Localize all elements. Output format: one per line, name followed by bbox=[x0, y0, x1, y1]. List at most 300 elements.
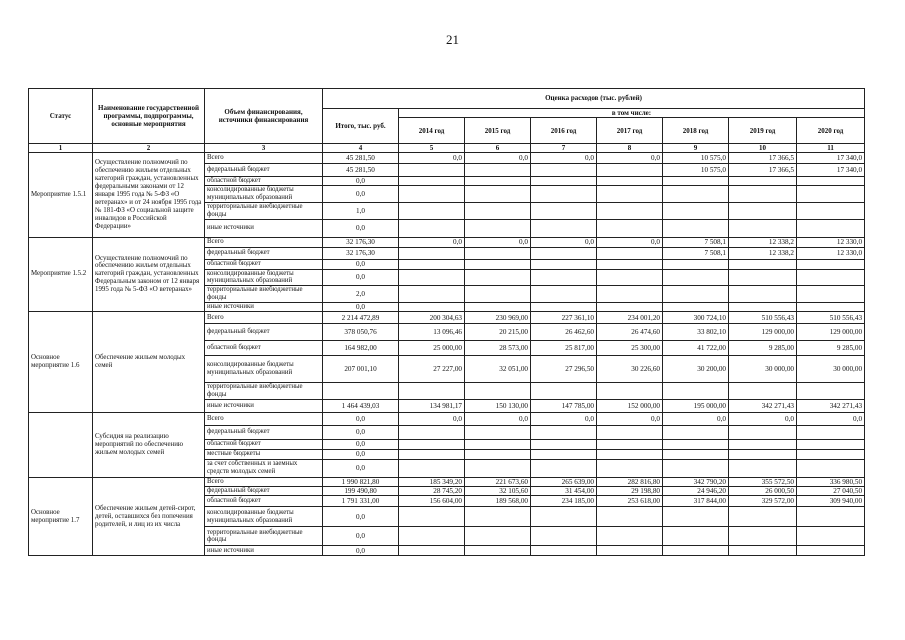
activity-name-cell: Осуществление полномочий по обеспечению жильем отдельных категорий граждан, установленных Федеральным законом от 12 января 1995 года № 5-ФЗ «О ветеранах» bbox=[93, 237, 205, 312]
year-value-cell: 227 361,10 bbox=[531, 312, 597, 324]
header-year: 2016 год bbox=[531, 118, 597, 144]
year-value-cell bbox=[663, 383, 729, 400]
year-value-cell bbox=[797, 459, 865, 477]
year-value-cell bbox=[729, 449, 797, 459]
year-value-cell bbox=[597, 177, 663, 186]
year-value-cell: 12 338,2 bbox=[729, 237, 797, 247]
activity-name-cell: Осуществление полномочий по обеспечению жильем отдельных категорий граждан, установленных федеральными законами от 12 января 1995 года № 5-ФЗ «О ветеранах» и от 24 ноября 1995 года № 181-ФЗ «О социальной защите инвалидов в Российской Федерации» bbox=[93, 153, 205, 238]
year-value-cell bbox=[663, 302, 729, 311]
header-year: 2019 год bbox=[729, 118, 797, 144]
year-value-cell bbox=[729, 507, 797, 527]
year-value-cell bbox=[797, 259, 865, 269]
total-cell: 199 490,80 bbox=[323, 487, 399, 496]
funding-source-cell: федеральный бюджет bbox=[205, 247, 323, 259]
funding-source-cell: областной бюджет bbox=[205, 177, 323, 186]
funding-source-cell: консолидированные бюджеты муниципальных образований bbox=[205, 186, 323, 203]
header-year: 2014 год bbox=[399, 118, 465, 144]
year-value-cell bbox=[531, 186, 597, 203]
year-value-cell: 129 000,00 bbox=[797, 324, 865, 341]
header-year: 2015 год bbox=[465, 118, 531, 144]
funding-source-cell: консолидированные бюджеты муниципальных образований bbox=[205, 507, 323, 527]
year-value-cell bbox=[399, 439, 465, 449]
year-value-cell: 150 130,00 bbox=[465, 399, 531, 412]
year-value-cell bbox=[663, 286, 729, 303]
total-cell: 0,0 bbox=[323, 186, 399, 203]
year-value-cell: 147 785,00 bbox=[531, 399, 597, 412]
year-value-cell bbox=[399, 459, 465, 477]
funding-source-cell: территориальные внебюджетные фонды bbox=[205, 286, 323, 303]
year-value-cell: 200 304,63 bbox=[399, 312, 465, 324]
year-value-cell bbox=[729, 203, 797, 220]
year-value-cell: 185 349,20 bbox=[399, 477, 465, 486]
year-value-cell bbox=[597, 164, 663, 177]
year-value-cell bbox=[663, 507, 729, 527]
year-value-cell bbox=[597, 259, 663, 269]
year-value-cell bbox=[465, 527, 531, 546]
total-cell: 0,0 bbox=[323, 302, 399, 311]
year-value-cell: 12 338,2 bbox=[729, 247, 797, 259]
status-cell: Мероприятие 1.5.2 bbox=[29, 237, 93, 312]
year-value-cell bbox=[531, 507, 597, 527]
year-value-cell bbox=[399, 546, 465, 556]
funding-source-cell: федеральный бюджет bbox=[205, 487, 323, 496]
year-value-cell bbox=[797, 302, 865, 311]
year-value-cell: 33 802,10 bbox=[663, 324, 729, 341]
year-value-cell bbox=[663, 527, 729, 546]
year-value-cell bbox=[729, 286, 797, 303]
year-value-cell: 0,0 bbox=[597, 237, 663, 247]
activity-name-cell: Субсидия на реализацию мероприятий по обеспечению жильем молодых семей bbox=[93, 412, 205, 477]
funding-source-cell: за счет собственных и заемных средств молодых семей bbox=[205, 459, 323, 477]
year-value-cell bbox=[399, 177, 465, 186]
year-value-cell bbox=[597, 219, 663, 237]
year-value-cell bbox=[531, 286, 597, 303]
year-value-cell bbox=[663, 425, 729, 439]
year-value-cell: 24 946,20 bbox=[663, 487, 729, 496]
column-index: 5 bbox=[399, 144, 465, 153]
year-value-cell bbox=[797, 383, 865, 400]
year-value-cell bbox=[729, 302, 797, 311]
year-value-cell bbox=[797, 269, 865, 286]
funding-source-cell: территориальные внебюджетные фонды bbox=[205, 527, 323, 546]
year-value-cell: 27 296,50 bbox=[531, 356, 597, 383]
year-value-cell bbox=[597, 449, 663, 459]
year-value-cell bbox=[399, 219, 465, 237]
column-index: 4 bbox=[323, 144, 399, 153]
year-value-cell bbox=[399, 507, 465, 527]
total-cell: 0,0 bbox=[323, 425, 399, 439]
funding-source-cell: консолидированные бюджеты муниципальных образований bbox=[205, 356, 323, 383]
year-value-cell bbox=[399, 247, 465, 259]
year-value-cell bbox=[465, 269, 531, 286]
year-value-cell: 510 556,43 bbox=[797, 312, 865, 324]
funding-source-cell: федеральный бюджет bbox=[205, 425, 323, 439]
year-value-cell bbox=[663, 219, 729, 237]
column-index-row bbox=[29, 144, 865, 153]
header-status: Статус bbox=[29, 89, 93, 144]
year-value-cell: 41 722,00 bbox=[663, 341, 729, 356]
year-value-cell: 25 300,00 bbox=[597, 341, 663, 356]
year-value-cell: 17 340,0 bbox=[797, 153, 865, 164]
year-value-cell: 20 215,00 bbox=[465, 324, 531, 341]
activity-name-cell: Обеспечение жильем детей-сирот, детей, оставшихся без попечения родителей, и лиц из их числа bbox=[93, 477, 205, 556]
year-value-cell bbox=[729, 425, 797, 439]
year-value-cell bbox=[531, 439, 597, 449]
year-value-cell bbox=[399, 383, 465, 400]
year-value-cell bbox=[597, 186, 663, 203]
year-value-cell bbox=[797, 219, 865, 237]
total-cell: 0,0 bbox=[323, 259, 399, 269]
year-value-cell bbox=[797, 425, 865, 439]
year-value-cell bbox=[797, 527, 865, 546]
year-value-cell: 336 980,50 bbox=[797, 477, 865, 486]
year-value-cell: 0,0 bbox=[399, 412, 465, 425]
year-value-cell bbox=[597, 439, 663, 449]
year-value-cell: 253 618,00 bbox=[597, 496, 663, 507]
status-cell: Основное мероприятие 1.6 bbox=[29, 312, 93, 413]
header-year: 2020 год bbox=[797, 118, 865, 144]
year-value-cell bbox=[399, 302, 465, 311]
year-value-cell bbox=[797, 507, 865, 527]
year-value-cell bbox=[465, 383, 531, 400]
total-cell: 0,0 bbox=[323, 439, 399, 449]
year-value-cell: 134 981,17 bbox=[399, 399, 465, 412]
year-value-cell bbox=[663, 449, 729, 459]
funding-source-cell: территориальные внебюджетные фонды bbox=[205, 383, 323, 400]
year-value-cell bbox=[531, 425, 597, 439]
year-value-cell bbox=[797, 186, 865, 203]
year-value-cell bbox=[399, 286, 465, 303]
year-value-cell: 0,0 bbox=[597, 153, 663, 164]
year-value-cell bbox=[797, 177, 865, 186]
year-value-cell: 31 454,00 bbox=[531, 487, 597, 496]
year-value-cell: 32 105,60 bbox=[465, 487, 531, 496]
total-cell: 0,0 bbox=[323, 269, 399, 286]
year-value-cell bbox=[729, 459, 797, 477]
year-value-cell bbox=[597, 507, 663, 527]
year-value-cell: 12 330,0 bbox=[797, 237, 865, 247]
year-value-cell bbox=[465, 164, 531, 177]
year-value-cell: 0,0 bbox=[663, 412, 729, 425]
table-row bbox=[29, 412, 865, 425]
year-value-cell: 195 000,00 bbox=[663, 399, 729, 412]
year-value-cell: 30 200,00 bbox=[663, 356, 729, 383]
year-value-cell bbox=[399, 269, 465, 286]
total-cell: 0,0 bbox=[323, 507, 399, 527]
year-value-cell: 342 271,43 bbox=[797, 399, 865, 412]
total-cell: 45 281,50 bbox=[323, 164, 399, 177]
year-value-cell: 28 573,00 bbox=[465, 341, 531, 356]
funding-source-cell: территориальные внебюджетные фонды bbox=[205, 203, 323, 220]
year-value-cell bbox=[729, 219, 797, 237]
funding-source-cell: консолидированные бюджеты муниципальных образований bbox=[205, 269, 323, 286]
year-value-cell: 26 000,50 bbox=[729, 487, 797, 496]
year-value-cell: 28 745,20 bbox=[399, 487, 465, 496]
year-value-cell: 189 568,00 bbox=[465, 496, 531, 507]
year-value-cell: 10 575,0 bbox=[663, 153, 729, 164]
year-value-cell: 0,0 bbox=[729, 412, 797, 425]
status-cell bbox=[29, 412, 93, 477]
year-value-cell bbox=[797, 546, 865, 556]
year-value-cell: 7 508,1 bbox=[663, 247, 729, 259]
year-value-cell bbox=[399, 425, 465, 439]
total-cell: 1 990 821,80 bbox=[323, 477, 399, 486]
header-financing: Объем финансирования, источники финансирования bbox=[205, 89, 323, 144]
year-value-cell: 7 508,1 bbox=[663, 237, 729, 247]
year-value-cell: 510 556,43 bbox=[729, 312, 797, 324]
activity-name-cell: Обеспечение жильем молодых семей bbox=[93, 312, 205, 413]
funding-source-cell: областной бюджет bbox=[205, 439, 323, 449]
year-value-cell: 0,0 bbox=[465, 412, 531, 425]
year-value-cell: 0,0 bbox=[465, 237, 531, 247]
header-year: 2017 год bbox=[597, 118, 663, 144]
year-value-cell bbox=[797, 203, 865, 220]
year-value-cell bbox=[465, 439, 531, 449]
year-value-cell: 342 790,20 bbox=[663, 477, 729, 486]
total-cell: 207 001,10 bbox=[323, 356, 399, 383]
total-cell: 0,0 bbox=[323, 459, 399, 477]
column-index: 6 bbox=[465, 144, 531, 153]
year-value-cell bbox=[531, 459, 597, 477]
table-row bbox=[29, 312, 865, 324]
total-cell: 0,0 bbox=[323, 449, 399, 459]
year-value-cell bbox=[663, 186, 729, 203]
funding-source-cell: Всего bbox=[205, 237, 323, 247]
year-value-cell: 9 285,00 bbox=[729, 341, 797, 356]
year-value-cell bbox=[465, 259, 531, 269]
year-value-cell: 0,0 bbox=[399, 237, 465, 247]
year-value-cell bbox=[465, 186, 531, 203]
year-value-cell: 234 185,00 bbox=[531, 496, 597, 507]
header-evaluation: Оценка расходов (тыс. рублей) bbox=[323, 89, 865, 109]
total-cell: 45 281,50 bbox=[323, 153, 399, 164]
year-value-cell: 9 285,00 bbox=[797, 341, 865, 356]
total-cell: 1,0 bbox=[323, 203, 399, 220]
year-value-cell bbox=[465, 247, 531, 259]
total-cell: 32 176,30 bbox=[323, 237, 399, 247]
year-value-cell bbox=[531, 219, 597, 237]
year-value-cell: 13 096,46 bbox=[399, 324, 465, 341]
year-value-cell bbox=[663, 269, 729, 286]
year-value-cell bbox=[729, 527, 797, 546]
year-value-cell bbox=[797, 449, 865, 459]
year-value-cell bbox=[729, 383, 797, 400]
year-value-cell bbox=[465, 546, 531, 556]
year-value-cell: 309 940,00 bbox=[797, 496, 865, 507]
column-index: 11 bbox=[797, 144, 865, 153]
year-value-cell bbox=[531, 177, 597, 186]
year-value-cell: 355 572,50 bbox=[729, 477, 797, 486]
year-value-cell bbox=[663, 177, 729, 186]
year-value-cell: 26 474,60 bbox=[597, 324, 663, 341]
year-value-cell: 30 226,60 bbox=[597, 356, 663, 383]
year-value-cell bbox=[663, 203, 729, 220]
year-value-cell bbox=[399, 449, 465, 459]
year-value-cell: 0,0 bbox=[465, 153, 531, 164]
year-value-cell: 26 462,60 bbox=[531, 324, 597, 341]
year-value-cell bbox=[531, 527, 597, 546]
column-index: 2 bbox=[93, 144, 205, 153]
year-value-cell bbox=[465, 177, 531, 186]
year-value-cell bbox=[597, 546, 663, 556]
total-cell: 0,0 bbox=[323, 412, 399, 425]
header-name: Наименование государственной программы, подпрограммы, основные мероприятия bbox=[93, 89, 205, 144]
year-value-cell: 282 816,80 bbox=[597, 477, 663, 486]
year-value-cell: 342 271,43 bbox=[729, 399, 797, 412]
total-cell: 1 791 331,00 bbox=[323, 496, 399, 507]
funding-source-cell: областной бюджет bbox=[205, 259, 323, 269]
year-value-cell bbox=[597, 286, 663, 303]
year-value-cell: 17 366,5 bbox=[729, 164, 797, 177]
year-value-cell bbox=[465, 459, 531, 477]
year-value-cell bbox=[729, 269, 797, 286]
year-value-cell bbox=[597, 269, 663, 286]
funding-source-cell: областной бюджет bbox=[205, 496, 323, 507]
table-row bbox=[29, 477, 865, 486]
funding-source-cell: Всего bbox=[205, 477, 323, 486]
funding-source-cell: иные источники bbox=[205, 302, 323, 311]
page-number: 21 bbox=[446, 32, 459, 47]
total-cell: 1 464 439,03 bbox=[323, 399, 399, 412]
year-value-cell: 0,0 bbox=[399, 153, 465, 164]
year-value-cell bbox=[729, 259, 797, 269]
year-value-cell: 29 198,80 bbox=[597, 487, 663, 496]
column-index: 3 bbox=[205, 144, 323, 153]
year-value-cell: 25 817,00 bbox=[531, 341, 597, 356]
year-value-cell: 27 227,00 bbox=[399, 356, 465, 383]
table-body bbox=[29, 153, 865, 556]
year-value-cell: 12 330,0 bbox=[797, 247, 865, 259]
year-value-cell bbox=[531, 259, 597, 269]
total-cell: 2 214 472,89 bbox=[323, 312, 399, 324]
funding-source-cell: иные источники bbox=[205, 399, 323, 412]
total-cell bbox=[323, 383, 399, 400]
status-cell: Мероприятие 1.5.1 bbox=[29, 153, 93, 238]
year-value-cell bbox=[597, 302, 663, 311]
year-value-cell: 27 040,50 bbox=[797, 487, 865, 496]
year-value-cell: 0,0 bbox=[531, 153, 597, 164]
year-value-cell bbox=[399, 203, 465, 220]
year-value-cell: 32 051,00 bbox=[465, 356, 531, 383]
year-value-cell: 317 844,00 bbox=[663, 496, 729, 507]
funding-source-cell: местные бюджеты bbox=[205, 449, 323, 459]
year-value-cell bbox=[663, 439, 729, 449]
year-value-cell bbox=[531, 546, 597, 556]
header-year: 2018 год bbox=[663, 118, 729, 144]
column-index: 7 bbox=[531, 144, 597, 153]
year-value-cell bbox=[399, 186, 465, 203]
year-value-cell: 30 000,00 bbox=[797, 356, 865, 383]
total-cell: 0,0 bbox=[323, 177, 399, 186]
funding-source-cell: Всего bbox=[205, 312, 323, 324]
year-value-cell bbox=[531, 269, 597, 286]
year-value-cell: 329 572,00 bbox=[729, 496, 797, 507]
year-value-cell bbox=[399, 527, 465, 546]
column-index: 8 bbox=[597, 144, 663, 153]
year-value-cell bbox=[597, 425, 663, 439]
year-value-cell bbox=[399, 259, 465, 269]
funding-source-cell: Всего bbox=[205, 153, 323, 164]
year-value-cell bbox=[531, 164, 597, 177]
year-value-cell bbox=[531, 302, 597, 311]
year-value-cell bbox=[729, 439, 797, 449]
funding-source-cell: иные источники bbox=[205, 546, 323, 556]
column-index: 10 bbox=[729, 144, 797, 153]
year-value-cell bbox=[797, 286, 865, 303]
year-value-cell: 10 575,0 bbox=[663, 164, 729, 177]
total-cell: 0,0 bbox=[323, 527, 399, 546]
year-value-cell bbox=[531, 247, 597, 259]
year-value-cell: 265 639,00 bbox=[531, 477, 597, 486]
funding-source-cell: иные источники bbox=[205, 219, 323, 237]
year-value-cell: 129 000,00 bbox=[729, 324, 797, 341]
year-value-cell bbox=[465, 302, 531, 311]
year-value-cell bbox=[597, 203, 663, 220]
year-value-cell: 234 001,20 bbox=[597, 312, 663, 324]
year-value-cell: 230 969,00 bbox=[465, 312, 531, 324]
year-value-cell bbox=[531, 383, 597, 400]
header-total: Итого, тыс. руб. bbox=[323, 109, 399, 144]
year-value-cell bbox=[465, 203, 531, 220]
year-value-cell: 17 366,5 bbox=[729, 153, 797, 164]
budget-table bbox=[28, 88, 865, 556]
year-value-cell bbox=[663, 459, 729, 477]
year-value-cell bbox=[729, 546, 797, 556]
funding-source-cell: Всего bbox=[205, 412, 323, 425]
total-cell: 378 050,76 bbox=[323, 324, 399, 341]
column-index: 9 bbox=[663, 144, 729, 153]
total-cell: 0,0 bbox=[323, 219, 399, 237]
year-value-cell: 152 000,00 bbox=[597, 399, 663, 412]
funding-source-cell: областной бюджет bbox=[205, 341, 323, 356]
year-value-cell: 0,0 bbox=[531, 237, 597, 247]
status-cell: Основное мероприятие 1.7 bbox=[29, 477, 93, 556]
year-value-cell bbox=[729, 186, 797, 203]
total-cell: 2,0 bbox=[323, 286, 399, 303]
year-value-cell: 0,0 bbox=[531, 412, 597, 425]
year-value-cell: 17 340,0 bbox=[797, 164, 865, 177]
funding-source-cell: федеральный бюджет bbox=[205, 164, 323, 177]
column-index: 1 bbox=[29, 144, 93, 153]
funding-source-cell: федеральный бюджет bbox=[205, 324, 323, 341]
year-value-cell bbox=[465, 449, 531, 459]
year-value-cell bbox=[465, 219, 531, 237]
total-cell: 164 982,00 bbox=[323, 341, 399, 356]
header-including: в том числе: bbox=[399, 109, 865, 118]
year-value-cell: 221 673,60 bbox=[465, 477, 531, 486]
table-row bbox=[29, 153, 865, 164]
year-value-cell bbox=[597, 247, 663, 259]
year-value-cell bbox=[597, 459, 663, 477]
year-value-cell bbox=[597, 527, 663, 546]
year-value-cell bbox=[531, 449, 597, 459]
table-header bbox=[29, 89, 865, 153]
year-value-cell bbox=[465, 286, 531, 303]
total-cell: 32 176,30 bbox=[323, 247, 399, 259]
year-value-cell: 25 000,00 bbox=[399, 341, 465, 356]
year-value-cell bbox=[399, 164, 465, 177]
year-value-cell: 156 604,00 bbox=[399, 496, 465, 507]
year-value-cell bbox=[663, 259, 729, 269]
year-value-cell bbox=[729, 177, 797, 186]
year-value-cell bbox=[531, 203, 597, 220]
year-value-cell bbox=[465, 425, 531, 439]
year-value-cell: 300 724,10 bbox=[663, 312, 729, 324]
year-value-cell bbox=[465, 507, 531, 527]
year-value-cell: 0,0 bbox=[597, 412, 663, 425]
table-row bbox=[29, 237, 865, 247]
total-cell: 0,0 bbox=[323, 546, 399, 556]
